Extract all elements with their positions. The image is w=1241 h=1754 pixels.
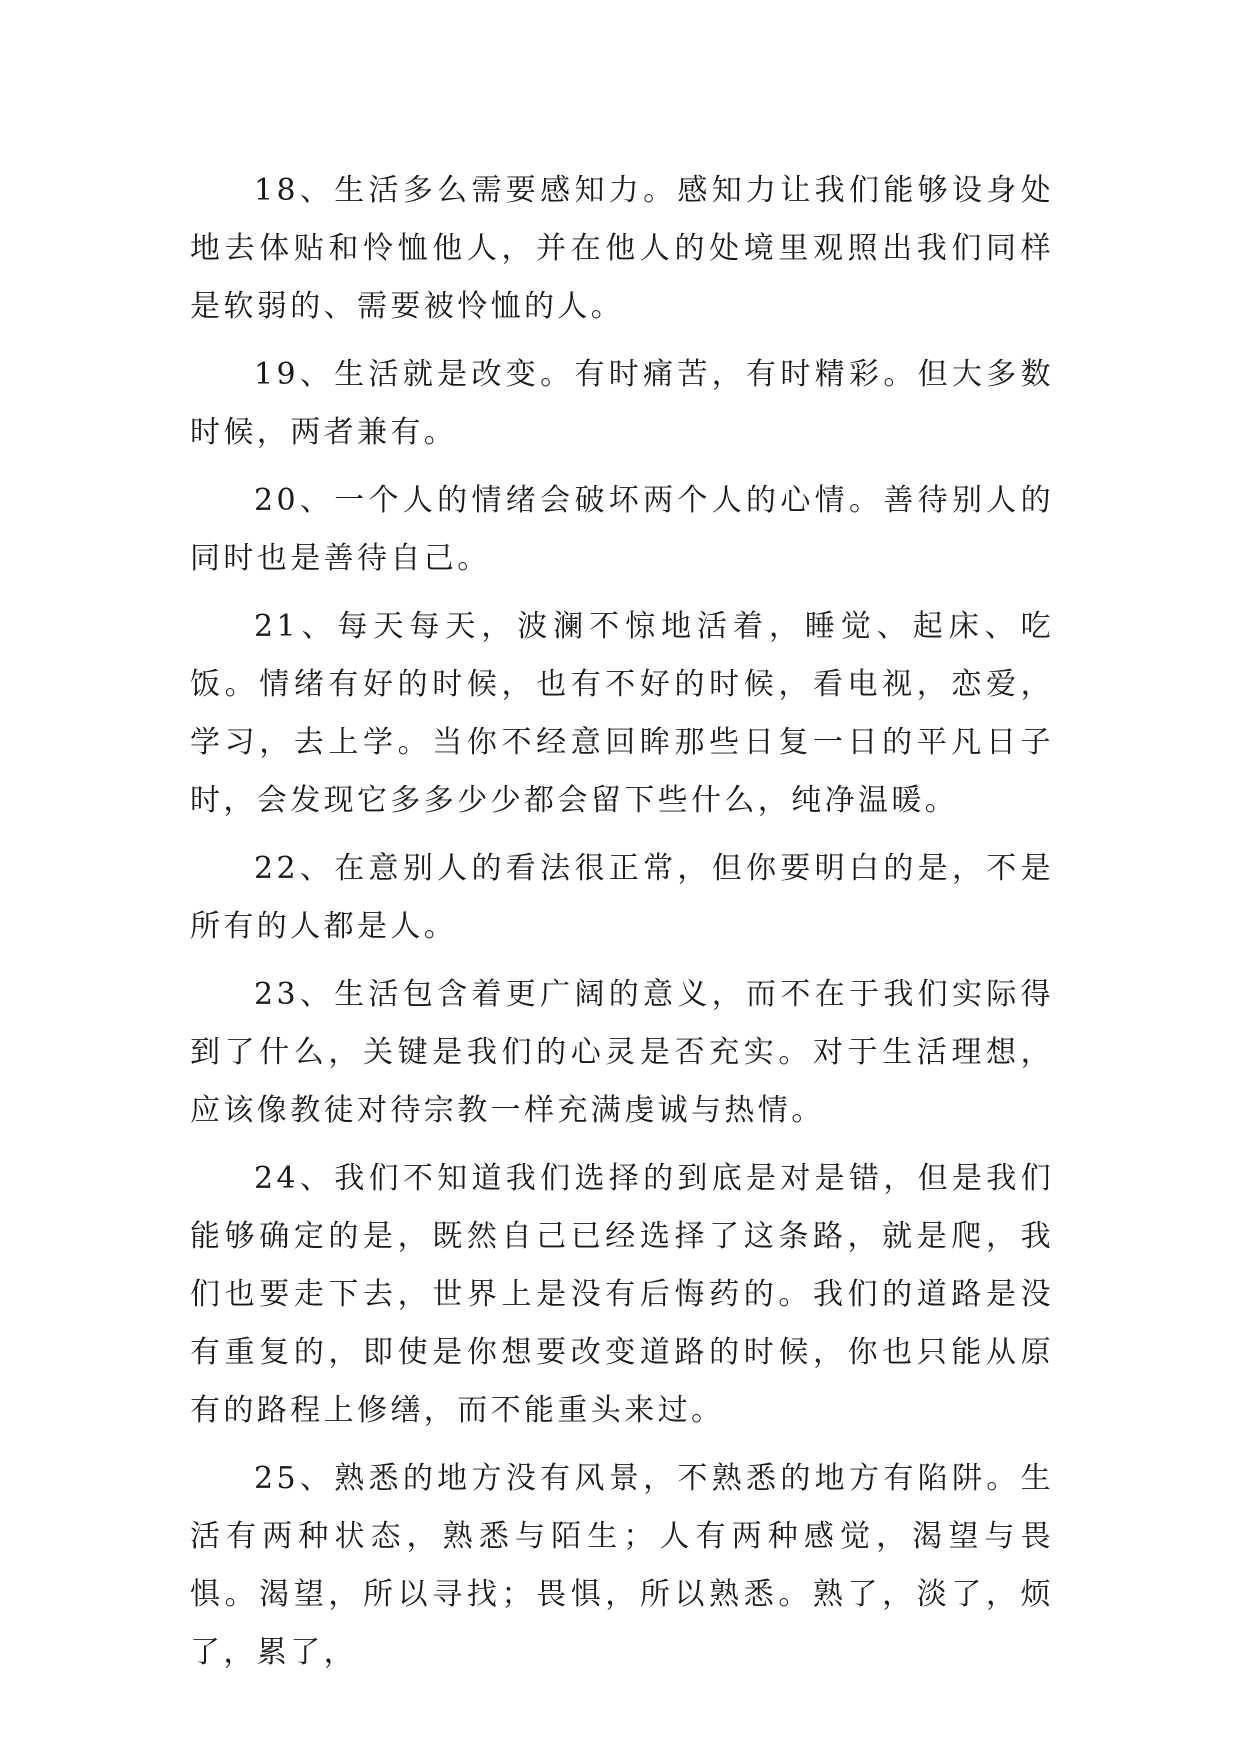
paragraph-19: 19、生活就是改变。有时痛苦，有时精彩。但大多数时候，两者兼有。 [190,357,1054,450]
paragraph-24: 24、我们不知道我们选择的到底是对是错，但是我们能够确定的是，既然自己已经选择了这条路，就是爬，我们也要走下去，世界上是没有后悔药的。我们的道路是没有重复的，即使是你想要改变道路的时候，你也只能从原有的路程上修缮，而不能重头来过。 [190,1161,1054,1428]
paragraph-21: 21、每天每天，波澜不惊地活着，睡觉、起床、吃饭。情绪有好的时候，也有不好的时候，看电视，恋爱，学习，去上学。当你不经意回眸那些日复一日的平凡日子时，会发现它多多少少都会留下些什么，纯净温暖。 [190,609,1054,818]
document-body [190,162,1054,1692]
paragraph-20: 20、一个人的情绪会破坏两个人的心情。善待别人的同时也是善待自己。 [190,483,1054,576]
paragraph-25: 25、熟悉的地方没有风景，不熟悉的地方有陷阱。生活有两种状态，熟悉与陌生；人有两种感觉，渴望与畏惧。渴望，所以寻找；畏惧，所以熟悉。熟了，淡了，烦了，累了， [190,1461,1054,1670]
paragraph-18: 18、生活多么需要感知力。感知力让我们能够设身处地去体贴和怜恤他人，并在他人的处境里观照出我们同样是软弱的、需要被怜恤的人。 [190,173,1054,324]
paragraph-22: 22、在意别人的看法很正常，但你要明白的是，不是所有的人都是人。 [190,851,1054,944]
paragraph-23: 23、生活包含着更广阔的意义，而不在于我们实际得到了什么，关键是我们的心灵是否充实。对于生活理想，应该像教徒对待宗教一样充满虔诚与热情。 [190,977,1054,1128]
